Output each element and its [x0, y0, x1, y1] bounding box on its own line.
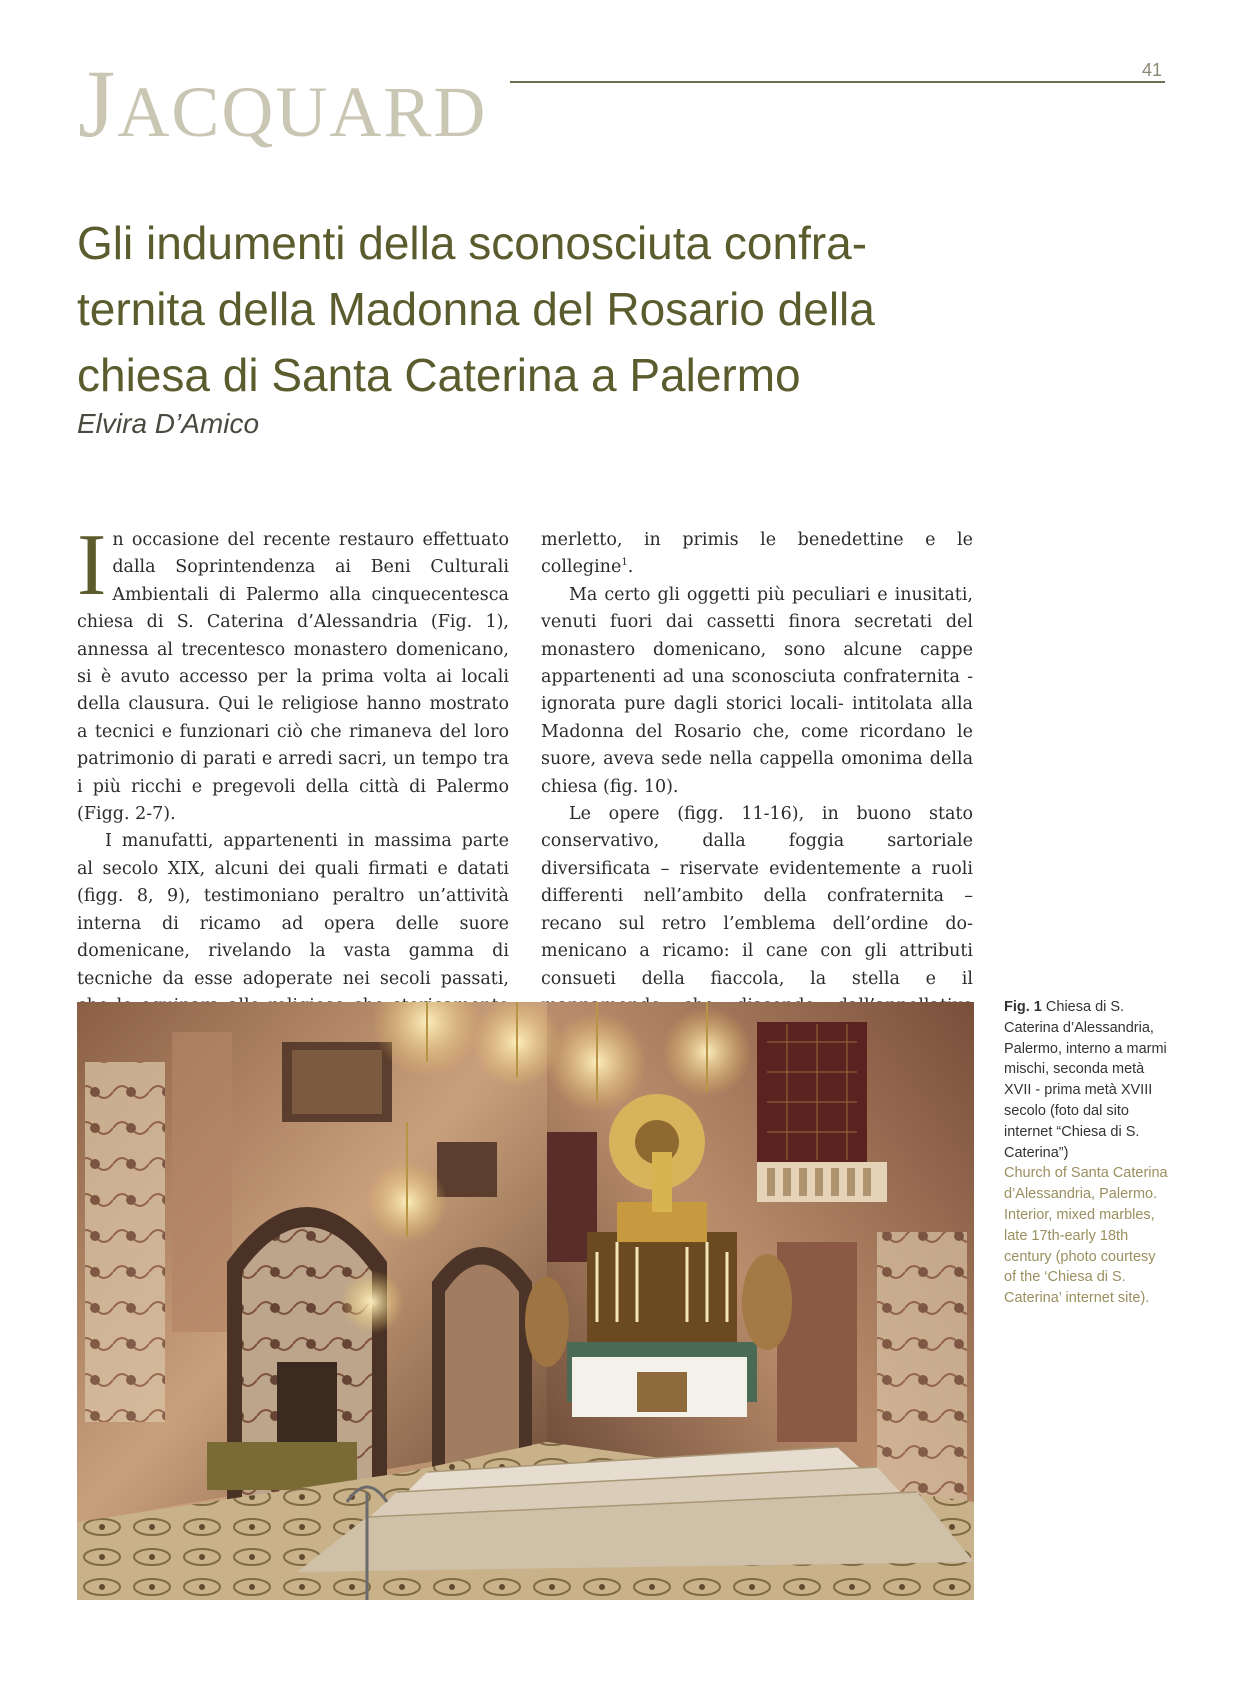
- title-line: Gli indumenti della sconosciuta confra-: [77, 217, 868, 269]
- church-interior-illustration: [77, 1002, 974, 1600]
- journal-masthead: [78, 50, 488, 157]
- figure-caption: [1004, 997, 1169, 1309]
- page-number: 41: [1142, 60, 1163, 80]
- article-author: Elvira D’Amico: [77, 408, 260, 439]
- title-line: ternita della Madonna del Rosario della: [77, 283, 875, 335]
- article-title: [77, 210, 977, 408]
- paragraph: [77, 517, 509, 828]
- drop-cap: I: [77, 517, 107, 614]
- paragraph: merletto, in primis le benedettine e le collegine$^1$.: [541, 530, 973, 578]
- caption-italian: Chiesa di S. Caterina d’Alessandria, Palermo, interno a marmi mischi, seconda metà XVII - prima metà XVIII secolo (foto dal sito internet “Chiesa di S. Caterina”): [1004, 999, 1167, 1161]
- masthead-initial: J: [78, 50, 118, 157]
- caption-english: Church of Santa Caterina d’Alessandria, Palermo. Interior, mixed marbles, late 17th-early 18th century (photo courtesy of the ‘Chiesa di S. Caterina’ internet site).: [1004, 1165, 1168, 1307]
- paragraph: I manufatti, appartenenti in massima parte al secolo XIX, alcuni dei quali firmati e datati (figg. 8, 9), testimoniano peraltro un’attività interna di ricamo ad opera delle suore domenicane, rivelando la vasta gamma di tecniche da esse adoperate nei secoli passati,: [77, 831, 509, 989]
- paragraph-text: merletto, in primis le benedettine e le collegine: [541, 530, 973, 578]
- masthead-rest: ACQUARD: [117, 72, 488, 152]
- figure-label: Fig. 1: [1004, 999, 1042, 1015]
- title-line: chiesa di Santa Caterina a Palermo: [77, 349, 801, 401]
- body-column-left: [77, 517, 509, 1048]
- paragraph-text: Le opere (figg. 11-16), in buono stato conservativo, dalla foggia sartoriale diversificata – riservate evidentemente a ruoli differenti nell’ambito della confraternita – recano sul retro l’emblema dell’ordine domenicano a ricamo: il cane con gli attributi consueti della fiaccola, la stella e il: [541, 804, 973, 989]
- header-rule: [510, 81, 1165, 83]
- paragraph: Ma certo gli oggetti più peculiari e inusitati, venuti fuori dai cassetti finora secretati del monastero domenicano, sono alcune cappe appartenenti ad una sconosciuta confraternita -ignorata pure dagli storici locali- intitolata alla Madonna del Rosario che, come ricordano le suore, aveva sede nella cappella omonima della chiesa (fig. 10).: [541, 584, 973, 797]
- footnote-ref: 1: [621, 557, 628, 569]
- paragraph-text: n occasione del recente restauro effettuato dalla Soprintendenza ai Beni Culturali Ambientali di Palermo alla cinquecentesca chiesa di S. Caterina d’Alessandria (Fig. 1), annessa al trecentesco monastero domenicano, si è avuto accesso per la prima volta ai locali della clausura. Qui le religiose hanno mostrato a tecnici e funzionari ciò che rimaneva del loro patrimonio di parati e arredi sacri, un tempo tra i più ricchi e pregevoli della città di Palermo (Figg. 2-7).: [77, 530, 509, 825]
- body-column-right: [541, 527, 973, 1075]
- church-interior-photo: [77, 1002, 974, 1600]
